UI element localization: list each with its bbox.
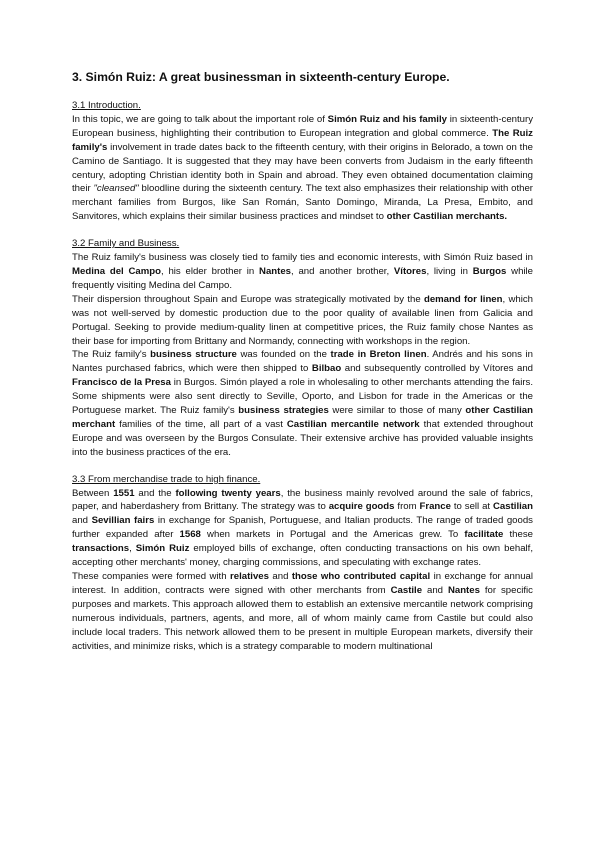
bold-text: trade in Breton linen xyxy=(330,349,427,361)
paragraph xyxy=(72,293,533,349)
page-title: 3. Simón Ruiz: A great businessman in sixteenth-century Europe. xyxy=(72,70,450,84)
text-run: employed bills of exchange, often conducting transactions on his own behalf, accepting other merchants' money, charging commissions, and speculating with exchange rates. xyxy=(72,543,533,569)
bold-text: 1568 xyxy=(179,529,201,541)
bold-text: Bilbao xyxy=(311,363,342,375)
text-run: , his elder brother in xyxy=(161,265,260,277)
text-run: The Ruiz family's xyxy=(72,349,151,361)
text-run: Between xyxy=(72,487,114,499)
text-run: in sixteenth-century European business, highlighting their contribution to European integration and global commerce. xyxy=(72,113,534,139)
bold-text: business structure xyxy=(150,349,237,361)
text-run: in exchange for Spanish, Portuguese, and Italian products. The range of traded goods further expanded after xyxy=(72,515,533,541)
text-run: was founded on the xyxy=(236,349,331,361)
bold-text: Sevillian fairs xyxy=(91,515,155,527)
text-run: , living in xyxy=(426,265,473,277)
bold-text: Burgos xyxy=(472,265,507,277)
text-run: . Andrés and his sons in Nantes purchased fabrics, which were then shipped to xyxy=(72,349,533,375)
bold-text: acquire goods xyxy=(328,501,395,513)
paragraph xyxy=(72,487,533,570)
bold-text: Castilian mercantile network xyxy=(286,418,420,430)
bold-text: those who contributed capital xyxy=(291,571,431,582)
text-run: when markets in Portugal and the Americas grew. To xyxy=(200,529,465,541)
section-introduction xyxy=(72,99,533,224)
paragraph xyxy=(72,251,533,293)
bold-text: The Ruiz family's xyxy=(72,127,533,153)
bold-text: Nantes xyxy=(259,265,292,277)
text-run: , and another brother, xyxy=(291,265,394,277)
section-family-and-business xyxy=(72,237,533,460)
text-run: and the xyxy=(134,487,176,499)
section-merchandise-to-finance xyxy=(72,473,533,654)
section-heading: 3.1 Introduction. xyxy=(72,100,141,111)
bold-text: relatives xyxy=(230,571,269,582)
bold-text: Francisco de la Presa xyxy=(72,377,171,389)
text-run: in Burgos. Simón played a role in wholesaling to other merchants attending the fairs. Some shipments were also sent directly to Seville, Oporto, and Lisbon for trade in the Americas or the Portuguese market. The Ruiz family's xyxy=(72,377,533,417)
bold-text: demand for linen xyxy=(423,293,503,305)
bold-text: other Castilian merchants. xyxy=(386,211,508,223)
text-run: , the business mainly revolved around the sale of fabrics, paper, and haberdashery from Brittany. The strategy was to xyxy=(72,487,533,513)
text-run: involvement in trade dates back to the fifteenth century, with their origins in Belorado, a town on the Camino de Santiago. It is suggested that they may have been converts from Judaism in the early fifteenth century, adopting Christian identity both in Spain and abroad. They even obtained documentation claiming their xyxy=(72,141,533,195)
text-run: were similar to those of many xyxy=(328,405,466,417)
text-run: and subsequently controlled by Vítores and xyxy=(341,363,534,375)
bold-text: other Castilian merchant xyxy=(72,405,533,430)
bold-text: transactions xyxy=(72,543,130,555)
text-run: In this topic, we are going to talk about the important role of xyxy=(72,113,328,125)
bold-text: Vítores xyxy=(393,265,427,277)
text-run: Their dispersion throughout Spain and Europe was strategically motivated by the xyxy=(72,293,424,305)
paragraph xyxy=(72,348,533,459)
bold-text: Nantes xyxy=(447,584,480,596)
bold-text: Simón Ruiz xyxy=(135,543,190,555)
bold-text: Simón Ruiz and his family xyxy=(327,113,447,125)
section-heading: 3.2 Family and Business. xyxy=(72,238,180,250)
text-run: These companies were formed with xyxy=(72,571,231,582)
text-run: families of the time, all part of a vast xyxy=(115,418,287,430)
paragraph xyxy=(72,113,533,224)
text-run: these xyxy=(503,529,533,541)
text-run: bloodline during the sixteenth century. The text also emphasizes their relationship with other merchant families from Burgos, like San Román, Santo Domingo, Miranda, La Presa, Embito, and Sanvitores, which explains their similar business practices and mindset to xyxy=(72,183,533,223)
bold-text: 1551 xyxy=(113,487,135,499)
text-run: in exchange for annual interest. In addition, contracts were signed with other merchants from xyxy=(72,571,533,596)
bold-text: France xyxy=(419,501,451,513)
text-run: from xyxy=(394,501,420,513)
text-run: and xyxy=(422,584,448,596)
text-run: that extended throughout Europe and was overseen by the Burgos Consulate. Their extensive archive has provided valuable insights into the business practices of the era. xyxy=(72,418,533,458)
text-run: , which was not well-served by domestic production due to the poor quality of available linen from Galicia and Portugal. Seeking to provide medium-quality linen at competitive prices, the Ruiz family chose Nantes as their base for importing from Brittany and Normandy, connecting with workshops in the region. xyxy=(72,293,533,347)
bold-text: Castile xyxy=(390,584,423,596)
bold-text: Castilian xyxy=(492,501,533,513)
text-run: , xyxy=(129,543,136,555)
bold-text: Medina del Campo xyxy=(72,265,161,277)
section-heading: 3.3 From merchandise trade to high finance. xyxy=(72,473,261,485)
text-run: The Ruiz family's business was closely tied to family ties and economic interests, with Simón Ruiz based in xyxy=(72,252,533,264)
text-run: while frequently visiting Medina del Campo. xyxy=(72,265,534,291)
text-run: and xyxy=(72,515,92,527)
text-run: for specific purposes and markets. This approach allowed them to establish an extensive mercantile network comprising numerous individuals, partners, agents, and more, all of whom mainly came from Castile but could also include local traders. This network allowed them to be present in multiple European markets, diversify their activities, and minimize risks, which is a strategy comparable to modern multinational xyxy=(72,584,533,652)
paragraph xyxy=(72,570,533,653)
italic-text: "cleansed" xyxy=(93,183,139,195)
bold-text: business strategies xyxy=(238,405,329,417)
bold-text: following twenty years xyxy=(175,487,281,499)
text-run: and xyxy=(268,571,292,582)
bold-text: facilitate xyxy=(464,529,504,541)
text-run: to sell at xyxy=(450,501,493,513)
